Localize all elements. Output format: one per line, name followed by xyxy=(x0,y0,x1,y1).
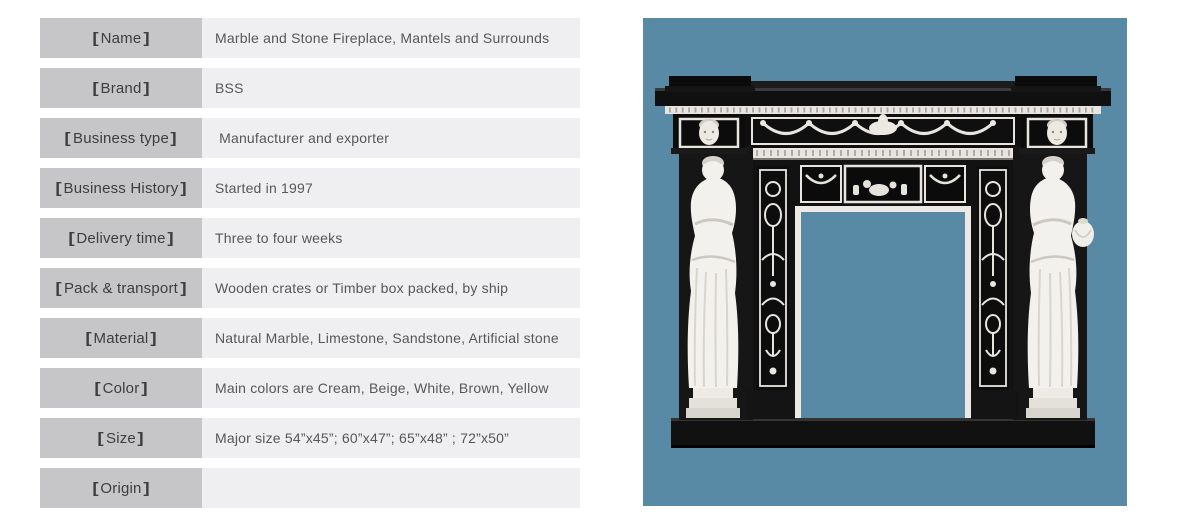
spec-label: [ Origin ] xyxy=(40,468,202,508)
spec-value: Wooden crates or Timber box packed, by ship xyxy=(202,268,580,308)
fireplace-illustration xyxy=(643,18,1127,506)
spec-label: [ Color ] xyxy=(40,368,202,408)
spec-value: BSS xyxy=(202,68,580,108)
spec-label: [ Brand ] xyxy=(40,68,202,108)
label-bracket: [ xyxy=(67,229,75,247)
spec-value: Three to four weeks xyxy=(202,218,580,258)
label-bracket: [ xyxy=(92,29,99,47)
spec-row xyxy=(40,118,580,158)
label-bracket: [ xyxy=(55,179,62,197)
spec-table xyxy=(40,18,580,518)
spec-row xyxy=(40,168,580,208)
frieze-band xyxy=(745,114,1021,158)
firebox-opening xyxy=(795,206,971,419)
spec-value xyxy=(202,468,580,508)
label-bracket: [ xyxy=(97,429,105,447)
label-bracket: ] xyxy=(143,29,150,47)
spec-row xyxy=(40,418,580,458)
spec-row xyxy=(40,218,580,258)
label-bracket: ] xyxy=(143,479,150,497)
label-bracket: [ xyxy=(92,79,99,97)
label-bracket: ] xyxy=(179,279,187,297)
label-bracket: ] xyxy=(141,379,148,397)
label-bracket: [ xyxy=(55,279,63,297)
label-bracket: [ xyxy=(64,129,72,147)
label-bracket: [ xyxy=(85,329,92,347)
spec-label: [ Pack & transport ] xyxy=(40,268,202,308)
spec-row xyxy=(40,68,580,108)
spec-row xyxy=(40,18,580,58)
center-frieze-panel xyxy=(845,166,921,202)
spec-value: Started in 1997 xyxy=(202,168,580,208)
product-photo xyxy=(643,18,1127,506)
spec-label: [ Business type ] xyxy=(40,118,202,158)
spec-row xyxy=(40,468,580,508)
spec-value: Major size 54”x45”; 60”x47”; 65”x48” ; 72”x50” xyxy=(202,418,580,458)
label-bracket: ] xyxy=(150,329,157,347)
label-bracket: [ xyxy=(94,379,101,397)
spec-value: Main colors are Cream, Beige, White, Brown, Yellow xyxy=(202,368,580,408)
spec-label: [ Size ] xyxy=(40,418,202,458)
spec-label: [ Material ] xyxy=(40,318,202,358)
label-bracket: [ xyxy=(92,479,99,497)
label-bracket: ] xyxy=(180,179,187,197)
spec-value: Marble and Stone Fireplace, Mantels and Surrounds xyxy=(202,18,580,58)
spec-label: [ Business History ] xyxy=(40,168,202,208)
spec-row xyxy=(40,268,580,308)
label-bracket: ] xyxy=(167,229,174,247)
spec-value: Manufacturer and exporter xyxy=(202,118,580,158)
label-bracket: ] xyxy=(137,429,145,447)
label-bracket: ] xyxy=(170,129,178,147)
spec-label: [ Delivery time ] xyxy=(40,218,202,258)
label-bracket: ] xyxy=(143,79,150,97)
spec-value: Natural Marble, Limestone, Sandstone, Artificial stone xyxy=(202,318,580,358)
spec-label: [ Name ] xyxy=(40,18,202,58)
spec-row xyxy=(40,318,580,358)
spec-row xyxy=(40,368,580,408)
base-plinth xyxy=(671,418,1095,448)
